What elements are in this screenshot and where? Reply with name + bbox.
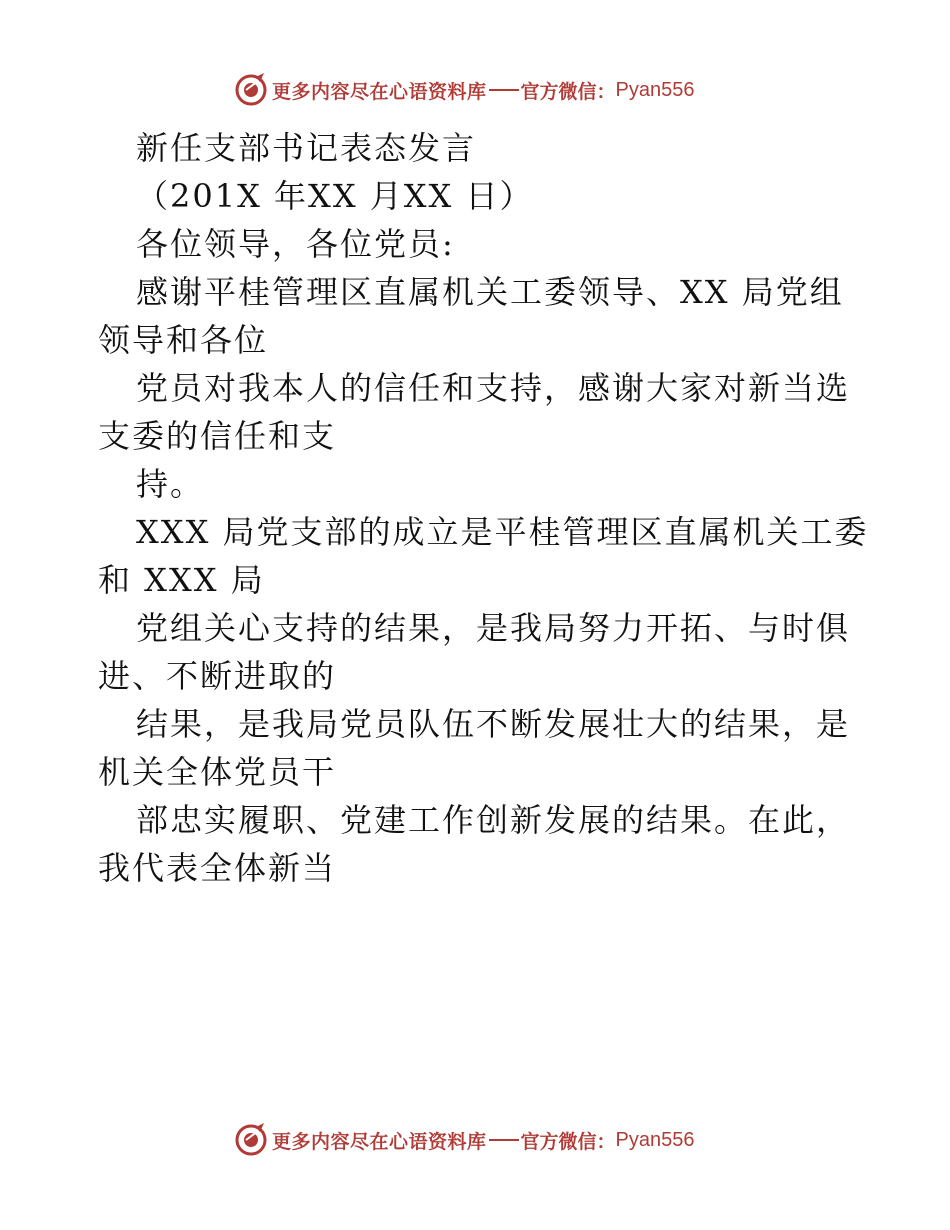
banner-text: 更多内容尽在心语资料库 — [272, 1130, 487, 1153]
banner-divider — [489, 1139, 519, 1141]
text-line: 感谢平桂管理区直属机关工委领导、XX 局党组 — [136, 273, 844, 311]
banner-wechat-label: 官方微信： — [520, 80, 616, 103]
text-line: 机关全体党员干 — [98, 753, 337, 791]
text-line: XXX 局党支部的成立是平桂管理区直属机关工委 — [136, 513, 869, 551]
footer-banner — [234, 1122, 695, 1158]
pen-circle-logo-icon — [234, 73, 268, 107]
text-line: 新任支部书记表态发言 — [136, 129, 477, 167]
banner-divider — [489, 89, 519, 91]
banner-wechat-label: 官方微信： — [520, 1130, 616, 1153]
banner-wechat-id: Pyan556 — [615, 78, 695, 101]
text-line: 进、不断进取的 — [98, 657, 337, 695]
text-line: 我代表全体新当 — [98, 849, 337, 887]
banner-text: 更多内容尽在心语资料库 — [272, 80, 487, 103]
text-line: 支委的信任和支 — [98, 417, 337, 455]
banner-wechat-id: Pyan556 — [615, 1128, 695, 1151]
text-line: 各位领导，各位党员: — [136, 225, 455, 263]
text-line: 部忠实履职、党建工作创新发展的结果。在此， — [136, 801, 851, 839]
text-line: 结果，是我局党员队伍不断发展壮大的结果，是 — [136, 705, 851, 743]
pen-circle-logo-icon — [234, 1123, 268, 1157]
text-line: 和 XXX 局 — [98, 561, 265, 599]
header-banner — [234, 72, 695, 108]
text-line: 持。 — [136, 465, 205, 503]
text-line: 党员对我本人的信任和支持，感谢大家对新当选 — [136, 369, 851, 407]
document-body — [98, 124, 869, 892]
text-line: 党组关心支持的结果，是我局努力开拓、与时俱 — [136, 609, 851, 647]
text-line: （201X 年XX 月XX 日） — [136, 177, 534, 215]
text-line: 领导和各位 — [98, 321, 269, 359]
